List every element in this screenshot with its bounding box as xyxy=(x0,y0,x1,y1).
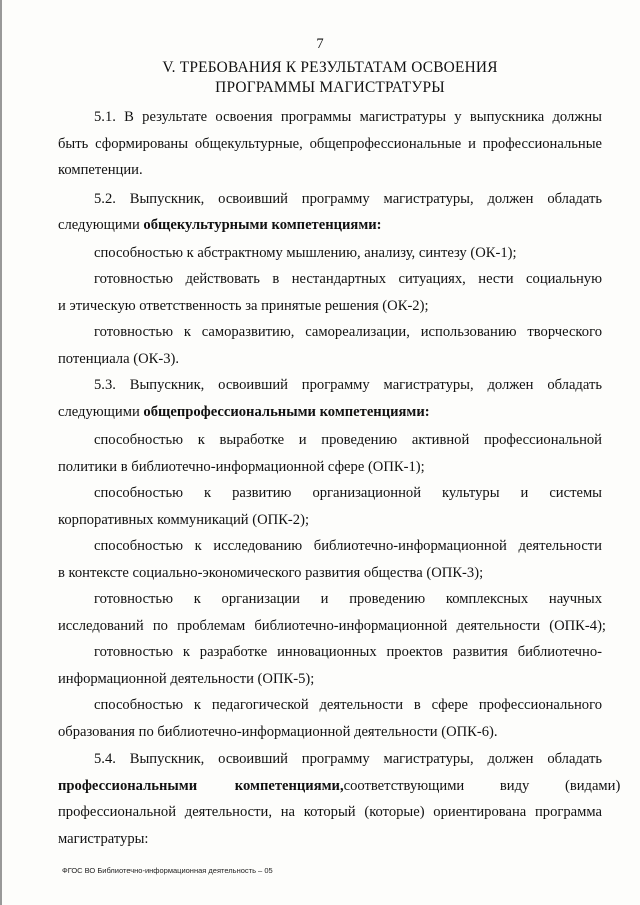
text-line: и этическую ответственность за принятые решения (ОК-2); xyxy=(58,297,429,314)
text-line: профессиональной деятельности, на который (которые) ориентирована программа xyxy=(58,804,602,820)
text-line: компетенции. xyxy=(58,162,143,178)
text-line: способностью к выработке и проведению активной профессиональной xyxy=(94,432,602,448)
text-line: способностью к исследованию библиотечно-информационной деятельности xyxy=(94,538,602,554)
text-line: 5.1. В результате освоения программы магистратуры у выпускника должны xyxy=(94,109,602,125)
text-line: способностью к развитию организационной культуры и системы xyxy=(94,485,602,501)
section-title-line-2: ПРОГРАММЫ МАГИСТРАТУРЫ xyxy=(215,79,445,96)
text-line xyxy=(58,773,621,800)
text-line: потенциала (ОК-3). xyxy=(58,350,180,367)
page-number: 7 xyxy=(316,36,324,52)
text-fragment-bold: профессиональными компетенциями, xyxy=(58,777,344,794)
text-line: 5.4. Выпускник, освоивший программу магистратуры, должен обладать xyxy=(94,751,602,767)
text-line: 5.2. Выпускник, освоивший программу магистратуры, должен обладать xyxy=(94,190,602,207)
text-line: способностью к педагогической деятельности в сфере профессионального xyxy=(94,697,602,713)
text-fragment-bold: общепрофессиональными компетенциями: xyxy=(143,403,430,420)
text-line: готовностью к организации и проведению комплексных научных xyxy=(94,591,602,607)
section-title xyxy=(0,58,640,98)
text-line: 5.3. Выпускник, освоивший программу магистратуры, должен обладать xyxy=(94,377,602,393)
text-line: быть сформированы общекультурные, общепрофессиональные и профессиональные xyxy=(58,135,602,152)
page-footer: ФГОС ВО Библиотечно-информационная деятельность – 05 xyxy=(62,866,273,875)
text-line: готовностью к разработке инновационных проектов развития библиотечно- xyxy=(94,644,602,660)
text-line: магистратуры: xyxy=(58,830,149,847)
text-line: готовностью действовать в нестандартных ситуациях, нести социальную xyxy=(94,271,602,287)
text-line: корпоративных коммуникаций (ОПК-2); xyxy=(58,511,310,528)
text-fragment: следующими xyxy=(58,217,144,233)
text-fragment-bold: общекультурными компетенциями: xyxy=(143,217,382,233)
text-fragment: следующими xyxy=(58,403,144,420)
text-line: готовностью к саморазвитию, самореализации, использованию творческого xyxy=(94,324,602,340)
text-line: способностью к абстрактному мышлению, анализу, синтезу (ОК-1); xyxy=(94,244,517,261)
text-line: образования по библиотечно-информационной деятельности (ОПК-6). xyxy=(58,723,498,740)
text-fragment: соответствующими виду (видами) xyxy=(343,777,621,794)
text-line: исследований по проблемам библиотечно-информационной деятельности (ОПК-4); xyxy=(58,617,606,634)
section-title-line-1: V. ТРЕБОВАНИЯ К РЕЗУЛЬТАТАМ ОСВОЕНИЯ xyxy=(162,59,498,76)
text-line: политики в библиотечно-информационной сфере (ОПК-1); xyxy=(58,458,425,475)
text-line xyxy=(58,212,602,239)
document-body xyxy=(58,104,621,852)
text-line: информационной деятельности (ОПК-5); xyxy=(58,670,315,687)
text-line: в контексте социально-экономического развития общества (ОПК-3); xyxy=(58,564,484,581)
text-line xyxy=(58,399,602,426)
